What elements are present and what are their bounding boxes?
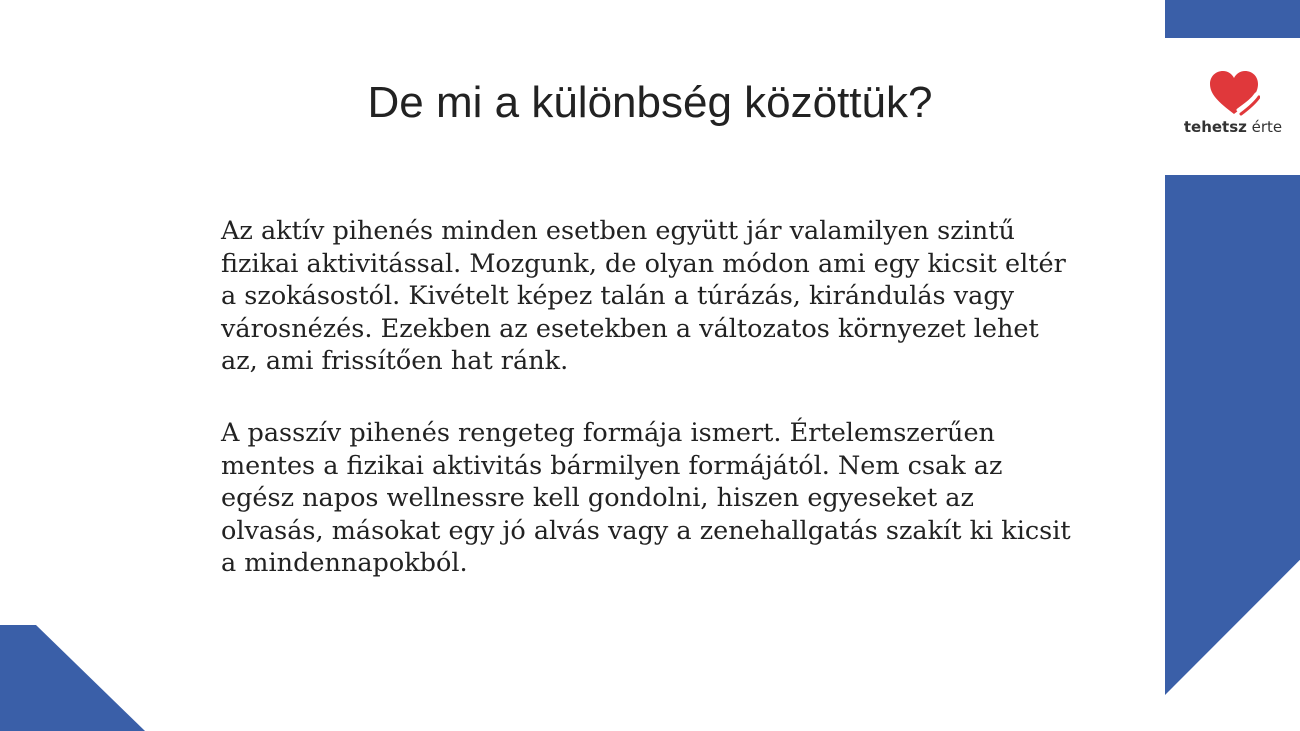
- logo-text-bold: tehetsz: [1183, 118, 1247, 136]
- decorative-top-right-bar: [1165, 0, 1300, 38]
- logo-text-light: érte: [1246, 118, 1283, 136]
- page-title: De mi a különbség közöttük?: [367, 78, 933, 127]
- decorative-bottom-left-triangle: [0, 625, 145, 731]
- paragraph-active-rest: Az aktív pihenés minden esetben együtt jár valamilyen szintű fizikai aktivitással. Mozgunk, de olyan módon ami egy kicsit eltér a szokásostól. Kivételt képez talán a túrázás, kirándulás vagy városnézés. Ezekben az esetekben a változatos környezet lehet az, ami frissítően hat ránk.: [221, 216, 1066, 376]
- decorative-right-band: [1165, 175, 1300, 695]
- paragraph-passive-rest: A passzív pihenés rengeteg formája ismert. Értelemszerűen mentes a fizikai aktivitás bármilyen formájától. Nem csak az egész napos wellnessre kell gondolni, hiszen egyeseket az olvasás, másokat egy jó alvás vagy a zenehallgatás szakít ki kicsit a mindennapokból.: [221, 418, 1071, 578]
